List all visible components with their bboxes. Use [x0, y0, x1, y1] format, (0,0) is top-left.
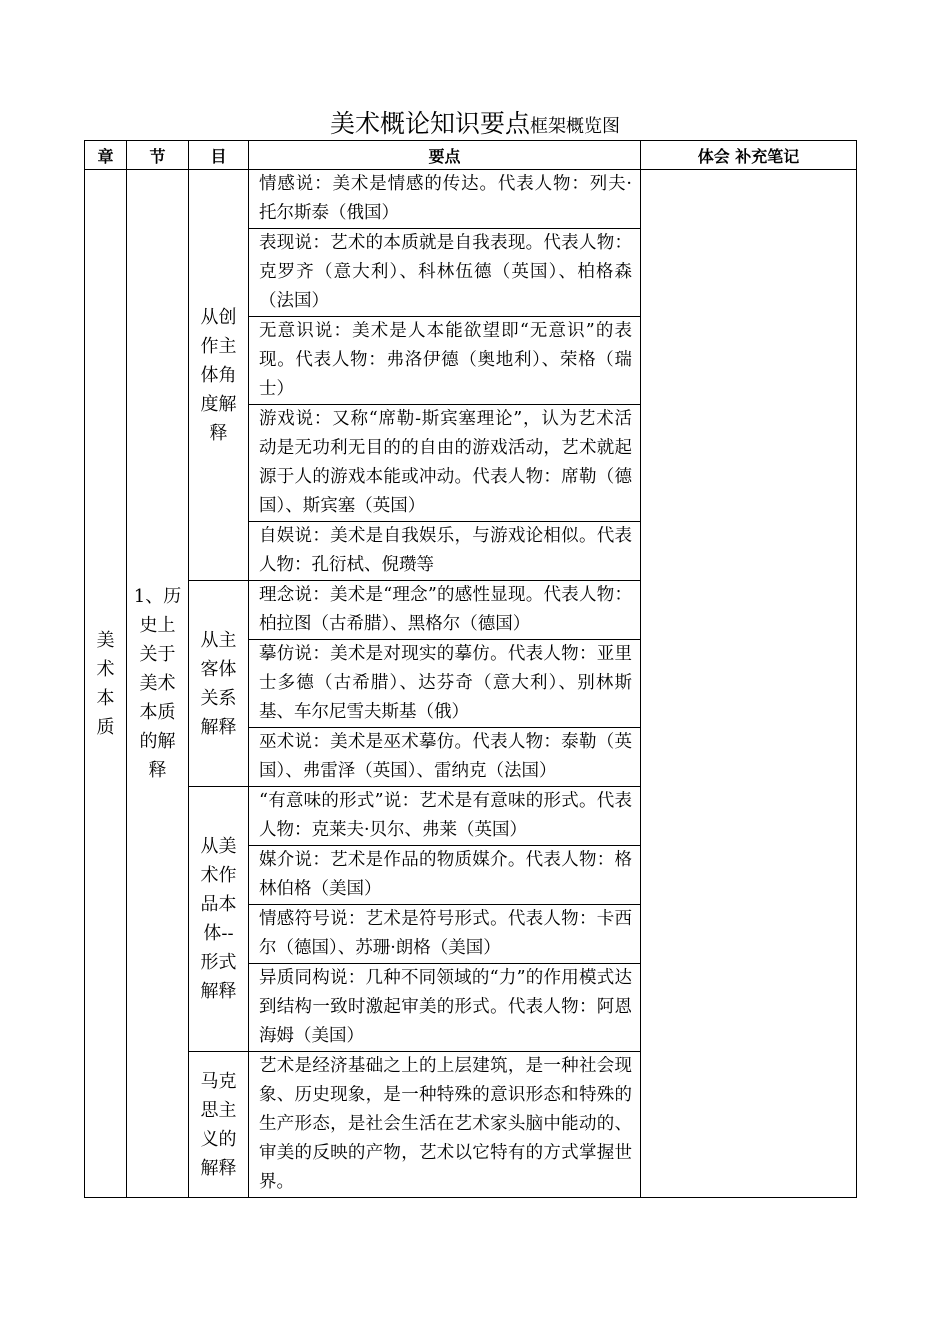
section-cell: 1、历史上关于美术本质的解释 [127, 170, 189, 1198]
point-cell: 异质同构说：几种不同领域的“力”的作用模式达到结构一致时激起审美的形式。代表人物：阿恩海姆（美国） [249, 964, 641, 1052]
title-main: 美术概论知识要点 [329, 109, 530, 138]
notes-cell[interactable] [641, 170, 857, 1198]
item-cell-subject-object: 从主客体关系解释 [189, 581, 249, 787]
header-row [85, 141, 857, 170]
chapter-cell: 美术本质 [85, 170, 127, 1198]
header-points: 要点 [249, 141, 641, 170]
point-cell: “有意味的形式”说：艺术是有意味的形式。代表人物：克莱夫·贝尔、弗莱（英国） [249, 787, 641, 846]
point-cell: 情感符号说：艺术是符号形式。代表人物：卡西尔（德国）、苏珊·朗格（美国） [249, 905, 641, 964]
item-cell-marxism: 马克思主义的解释 [189, 1052, 249, 1198]
point-cell: 巫术说：美术是巫术摹仿。代表人物：泰勒（英国）、弗雷泽（英国）、雷纳克（法国） [249, 728, 641, 787]
point-cell: 摹仿说：美术是对现实的摹仿。代表人物：亚里士多德（古希腊）、达芬奇（意大利）、别林斯基、车尔尼雪夫斯基（俄） [249, 640, 641, 728]
page-title [0, 108, 950, 143]
point-cell: 游戏说：又称“席勒-斯宾塞理论”，认为艺术活动是无功利无目的的自由的游戏活动，艺术就起源于人的游戏本能或冲动。代表人物：席勒（德国）、斯宾塞（英国） [249, 405, 641, 522]
outline-table [84, 140, 857, 1198]
header-notes: 体会 补充笔记 [641, 141, 857, 170]
point-cell: 媒介说：艺术是作品的物质媒介。代表人物：格林伯格（美国） [249, 846, 641, 905]
point-cell: 理念说：美术是“理念”的感性显现。代表人物：柏拉图（古希腊）、黑格尔（德国） [249, 581, 641, 640]
point-cell: 艺术是经济基础之上的上层建筑，是一种社会现象、历史现象，是一种特殊的意识形态和特殊的生产形态，是社会生活在艺术家头脑中能动的、审美的反映的产物，艺术以它特有的方式掌握世界。 [249, 1052, 641, 1198]
point-cell: 自娱说：美术是自我娱乐，与游戏论相似。代表人物：孔衍栻、倪瓒等 [249, 522, 641, 581]
header-chapter: 章 [85, 141, 127, 170]
table-row [85, 170, 857, 229]
header-section: 节 [127, 141, 189, 170]
point-cell: 无意识说：美术是人本能欲望即“无意识”的表现。代表人物：弗洛伊德（奥地利）、荣格（瑞士） [249, 317, 641, 405]
item-cell-form: 从美术作品本体--形式解释 [189, 787, 249, 1052]
point-cell: 情感说：美术是情感的传达。代表人物：列夫·托尔斯泰（俄国） [249, 170, 641, 229]
item-cell-creator: 从创作主体角度解释 [189, 170, 249, 581]
point-cell: 表现说：艺术的本质就是自我表现。代表人物：克罗齐（意大利）、科林伍德（英国）、柏格森（法国） [249, 229, 641, 317]
title-sub: 框架概览图 [530, 116, 620, 137]
header-item: 目 [189, 141, 249, 170]
